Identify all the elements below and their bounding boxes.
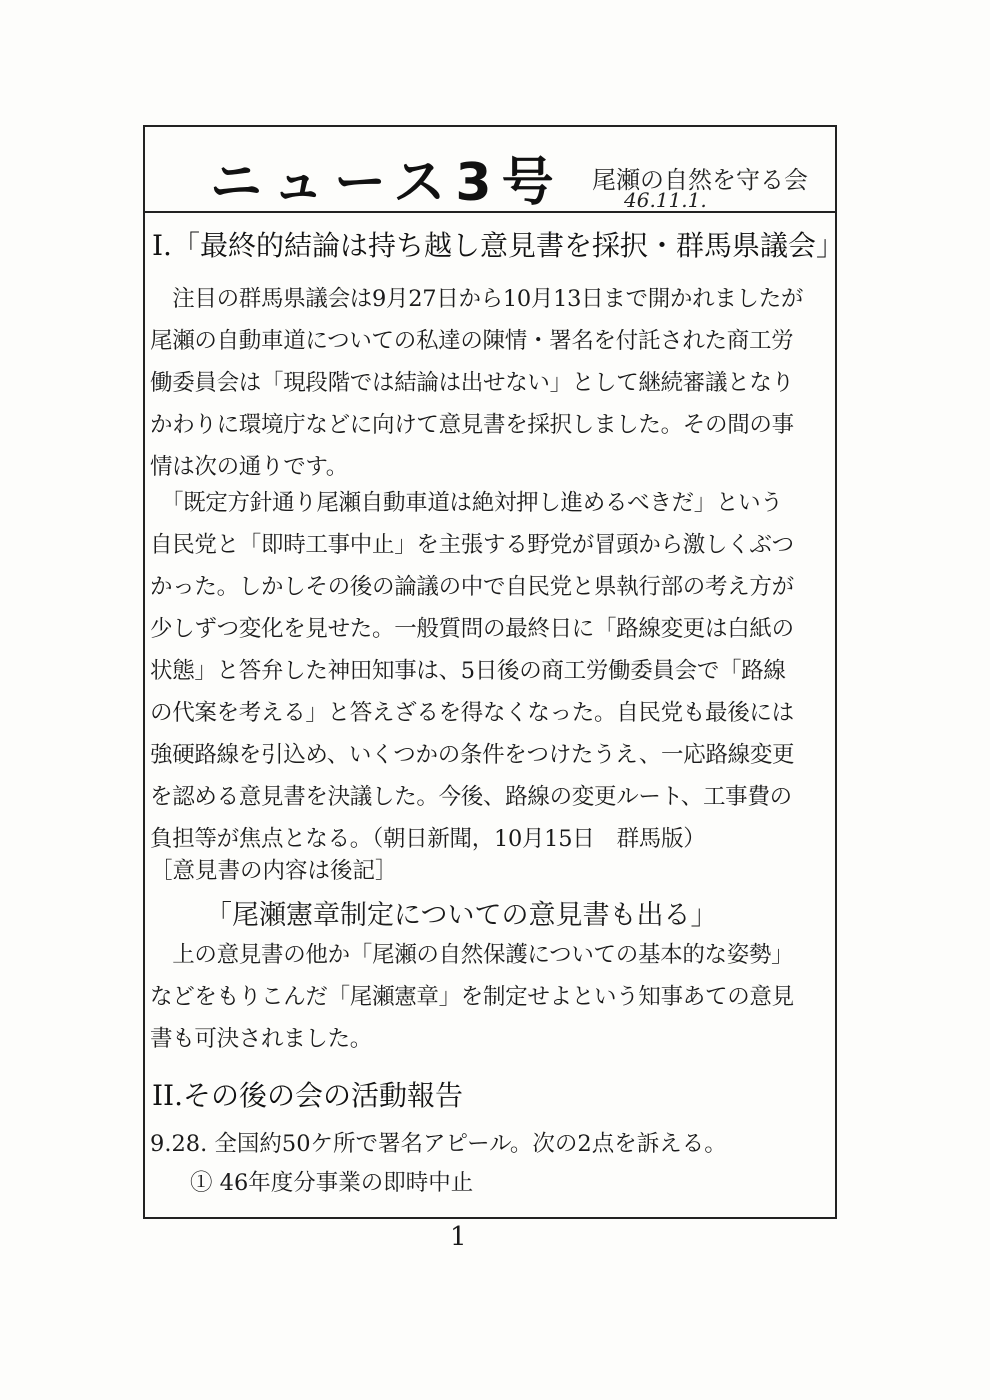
text-line: の代案を考える」と答えざるを得なくなった。自民党も最後には — [150, 700, 794, 726]
section1-paragraph-2 — [150, 482, 826, 860]
text-line: 尾瀬の自動車道についての私達の陳情・署名を付託された商工労 — [150, 328, 794, 354]
issue-date: 46.11.1. — [624, 188, 707, 212]
section1-heading: I.「最終的結論は持ち越し意見書を採択・群馬県議会」 — [152, 229, 844, 262]
section1-paragraph-1 — [150, 278, 826, 488]
organization-name: 尾瀬の自然を守る会 — [592, 166, 808, 194]
text-line: などをもりこんだ「尾瀬憲章」を制定せよという知事あての意見 — [150, 984, 794, 1010]
activity-line-1: 9.28. 全国約50ケ所で署名アピール。次の2点を訴える。 — [150, 1131, 727, 1157]
section2-heading: II.その後の会の活動報告 — [152, 1079, 464, 1112]
text-line: 自民党と「即時工事中止」を主張する野党が冒頭から激しくぶつ — [150, 532, 794, 558]
bottom-rule — [143, 1217, 837, 1219]
newsletter-title: ニュース3号 — [210, 153, 564, 213]
subheading: 「尾瀬憲章制定についての意見書も出る」 — [205, 900, 718, 931]
text-line: 強硬路線を引込め、いくつかの条件をつけたうえ、一応路線変更 — [150, 742, 795, 768]
top-rule — [143, 125, 837, 127]
text-line: 情は次の通りです。 — [150, 454, 349, 480]
page-number: 1 — [450, 1222, 467, 1252]
note-bracket: ［意見書の内容は後記］ — [150, 858, 398, 884]
text-line: 少しずつ変化を見せた。一般質問の最終日に「路線変更は白紙の — [150, 616, 794, 642]
section1-paragraph-3 — [150, 934, 826, 1060]
text-line: 働委員会は「現段階では結論は出せない」として継続審議となり — [150, 370, 794, 396]
text-line: 状態」と答弁した神田知事は、5日後の商工労働委員会で「路線 — [150, 658, 786, 684]
text-line: かわりに環境庁などに向けて意見書を採択しました。その間の事 — [150, 412, 794, 438]
activity-line-2: ① 46年度分事業の即時中止 — [190, 1170, 474, 1196]
text-line: 注目の群馬県議会は9月27日から10月13日まで開かれましたが — [150, 286, 804, 312]
text-line: 上の意見書の他か「尾瀬の自然保護についての基本的な姿勢」 — [150, 942, 794, 968]
text-line: を認める意見書を決議した。今後、路線の変更ルート、工事費の — [150, 784, 792, 810]
text-line: 「既定方針通り尾瀬自動車道は絶対押し進めるべきだ」という — [150, 490, 783, 516]
text-line: 書も可決されました。 — [150, 1026, 373, 1052]
text-line: 負担等が焦点となる。（朝日新聞，10月15日 群馬版） — [150, 826, 706, 852]
text-line: かった。しかしその後の論議の中で自民党と県執行部の考え方が — [150, 574, 794, 600]
